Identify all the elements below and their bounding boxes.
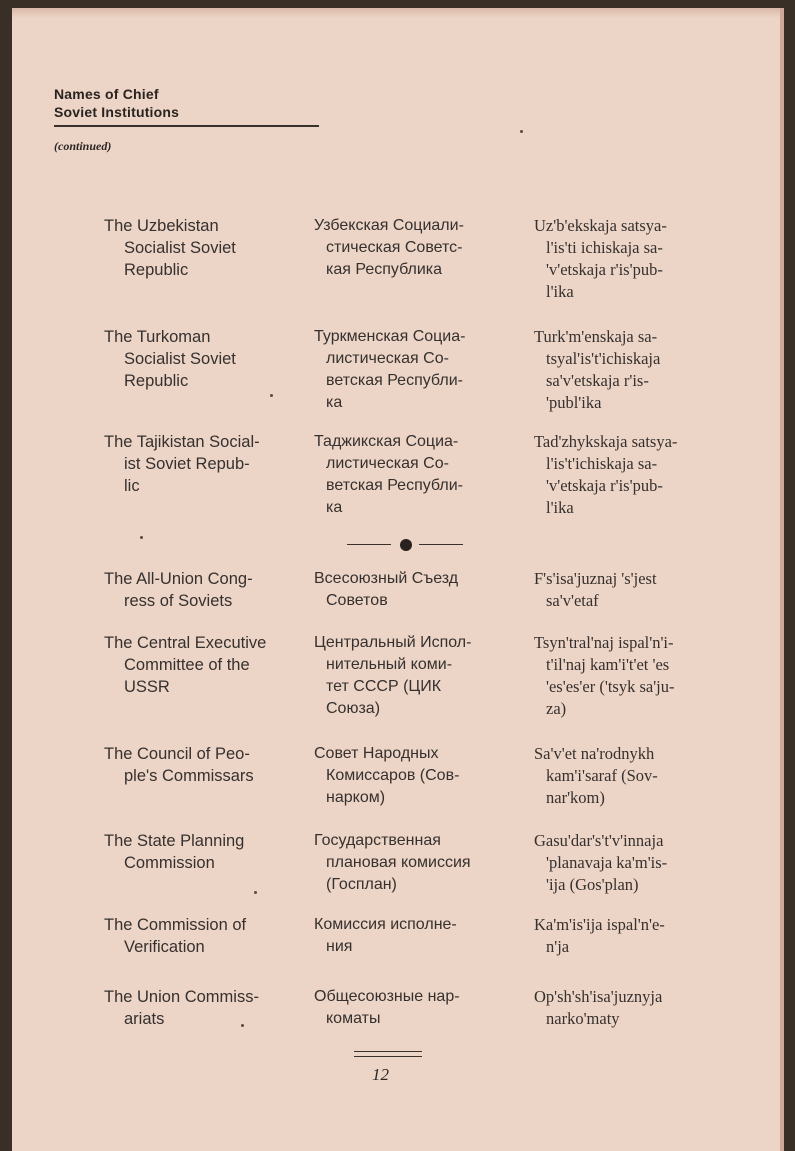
page-number-rule <box>354 1051 422 1052</box>
paper-speck <box>254 891 257 894</box>
transliteration-line: Uz'b'ekskaja satsya- <box>534 216 667 235</box>
english-name-line: Verification <box>124 938 205 956</box>
heading-line-1: Names of Chief <box>54 86 159 102</box>
continued-note: (continued) <box>54 139 112 153</box>
english-name-cell <box>104 632 289 698</box>
english-name-line: The All-Union Cong- <box>104 570 253 588</box>
paper-speck <box>270 394 273 397</box>
russian-name-cell <box>314 914 514 958</box>
english-name-cell <box>104 830 289 874</box>
transliteration-cell <box>534 326 734 414</box>
transliteration-line: sa'v'etaf <box>546 591 599 610</box>
russian-name-line: плановая комиссия <box>326 854 471 871</box>
english-name-line: Socialist Soviet <box>124 239 236 257</box>
russian-name-line: Всесоюзный Съезд <box>314 570 459 587</box>
transliteration-line: Tad'zhykskaja satsya- <box>534 432 678 451</box>
english-name-line: The Turkoman <box>104 328 211 346</box>
english-name-line: Socialist Soviet <box>124 350 236 368</box>
russian-name-line: Туркменская Социа- <box>314 328 466 345</box>
transliteration-line: nar'kom) <box>546 788 605 807</box>
transliteration-line: l'ika <box>546 498 574 517</box>
russian-name-cell <box>314 431 514 519</box>
transliteration-line: za) <box>546 699 567 718</box>
english-name-line: USSR <box>124 678 170 696</box>
transliteration-cell <box>534 743 734 809</box>
paper-speck <box>140 536 143 539</box>
paper-speck <box>520 130 523 133</box>
english-name-cell <box>104 914 289 958</box>
english-name-line: Republic <box>124 372 189 390</box>
english-name-line: Commission <box>124 854 215 872</box>
transliteration-cell <box>534 568 734 612</box>
english-name-line: The Council of Peo- <box>104 745 250 763</box>
transliteration-cell <box>534 830 734 896</box>
russian-name-line: нительный коми- <box>326 656 453 673</box>
transliteration-line: Sa'v'et na'rodnykh <box>534 744 655 763</box>
entries-table <box>12 8 780 1151</box>
transliteration-line: Tsyn'tral'naj ispal'n'i- <box>534 633 674 652</box>
page-number: 12 <box>372 1065 389 1084</box>
russian-name-line: Центральный Испол- <box>314 634 472 651</box>
english-name-line: ariats <box>124 1010 165 1028</box>
transliteration-cell <box>534 914 734 958</box>
russian-name-cell <box>314 632 514 720</box>
english-name-cell <box>104 326 289 392</box>
russian-name-line: ния <box>326 938 353 955</box>
page-number-rule <box>354 1056 422 1057</box>
transliteration-cell <box>534 431 734 519</box>
transliteration-line: 'v'etskaja r'is'pub- <box>546 476 663 495</box>
transliteration-line: 'ija (Gos'plan) <box>546 875 639 894</box>
russian-name-line: Узбекская Социали- <box>314 217 464 234</box>
russian-name-line: ветская Республи- <box>326 372 463 389</box>
transliteration-line: t'il'naj kam'i't'et 'es <box>546 655 670 674</box>
russian-name-line: Государственная <box>314 832 441 849</box>
english-name-cell <box>104 743 289 787</box>
transliteration-cell <box>534 632 734 720</box>
english-name-line: ress of Soviets <box>124 592 233 610</box>
english-name-cell <box>104 431 289 497</box>
english-name-line: Republic <box>124 261 189 279</box>
english-name-cell <box>104 215 289 281</box>
russian-name-line: Союза) <box>326 700 381 717</box>
transliteration-line: sa'v'etskaja r'is- <box>546 371 649 390</box>
transliteration-line: narko'maty <box>546 1009 620 1028</box>
russian-name-line: (Госплан) <box>326 876 397 893</box>
russian-name-line: листическая Со- <box>326 455 449 472</box>
russian-name-line: стическая Советс- <box>326 239 463 256</box>
russian-name-cell <box>314 986 514 1030</box>
russian-name-line: кая Республика <box>326 261 443 278</box>
english-name-line: The State Planning <box>104 832 245 850</box>
russian-name-cell <box>314 326 514 414</box>
russian-name-cell <box>314 830 514 896</box>
russian-name-line: ка <box>326 499 343 516</box>
english-name-line: The Union Commiss- <box>104 988 259 1006</box>
english-name-cell <box>104 986 289 1030</box>
transliteration-line: n'ja <box>546 937 570 956</box>
russian-name-line: Комиссия исполне- <box>314 916 457 933</box>
russian-name-line: тет СССР (ЦИК <box>326 678 442 695</box>
heading-line-2: Soviet Institutions <box>54 104 180 120</box>
russian-name-cell <box>314 215 514 281</box>
english-name-line: The Commission of <box>104 916 247 934</box>
russian-name-cell <box>314 743 514 809</box>
russian-name-line: ветская Республи- <box>326 477 463 494</box>
transliteration-line: l'is'ti ichiskaja sa- <box>546 238 663 257</box>
transliteration-cell <box>534 986 734 1030</box>
english-name-line: ple's Commissars <box>124 767 254 785</box>
russian-name-cell <box>314 568 514 612</box>
english-name-cell <box>104 568 289 612</box>
transliteration-line: Turk'm'enskaja sa- <box>534 327 658 346</box>
english-name-line: The Central Executive <box>104 634 267 652</box>
transliteration-line: 'planavaja ka'm'is- <box>546 853 668 872</box>
russian-name-line: коматы <box>326 1010 381 1027</box>
russian-name-line: Общесоюзные нар- <box>314 988 460 1005</box>
transliteration-cell <box>534 215 734 303</box>
transliteration-line: kam'i'saraf (Sov- <box>546 766 658 785</box>
book-page <box>12 8 784 1151</box>
transliteration-line: l'ika <box>546 282 574 301</box>
english-name-line: Committee of the <box>124 656 250 674</box>
transliteration-line: Op'sh'sh'isa'juznyja <box>534 987 663 1006</box>
russian-name-line: ка <box>326 394 343 411</box>
transliteration-line: l'is't'ichiskaja sa- <box>546 454 658 473</box>
transliteration-line: 'es'es'er ('tsyk sa'ju- <box>546 677 675 696</box>
russian-name-line: нарком) <box>326 789 386 806</box>
russian-name-line: Советов <box>326 592 388 609</box>
english-name-line: The Tajikistan Social- <box>104 433 260 451</box>
transliteration-line: tsyal'is't'ichiskaja <box>546 349 661 368</box>
transliteration-line: Gasu'dar's't'v'innaja <box>534 831 664 850</box>
russian-name-line: Совет Народных <box>314 745 439 762</box>
english-name-line: ist Soviet Repub- <box>124 455 250 473</box>
english-name-line: lic <box>124 477 140 495</box>
transliteration-line: Ka'm'is'ija ispal'n'e- <box>534 915 665 934</box>
transliteration-line: 'v'etskaja r'is'pub- <box>546 260 663 279</box>
transliteration-line: F's'isa'juznaj 's'jest <box>534 569 657 588</box>
transliteration-line: 'publ'ika <box>546 393 602 412</box>
section-divider-ornament <box>347 537 467 553</box>
english-name-line: The Uzbekistan <box>104 217 219 235</box>
russian-name-line: Комиссаров (Сов- <box>326 767 460 784</box>
russian-name-line: Таджикская Социа- <box>314 433 459 450</box>
russian-name-line: листическая Со- <box>326 350 449 367</box>
paper-speck <box>241 1024 244 1027</box>
divider-dot-icon <box>400 539 412 551</box>
